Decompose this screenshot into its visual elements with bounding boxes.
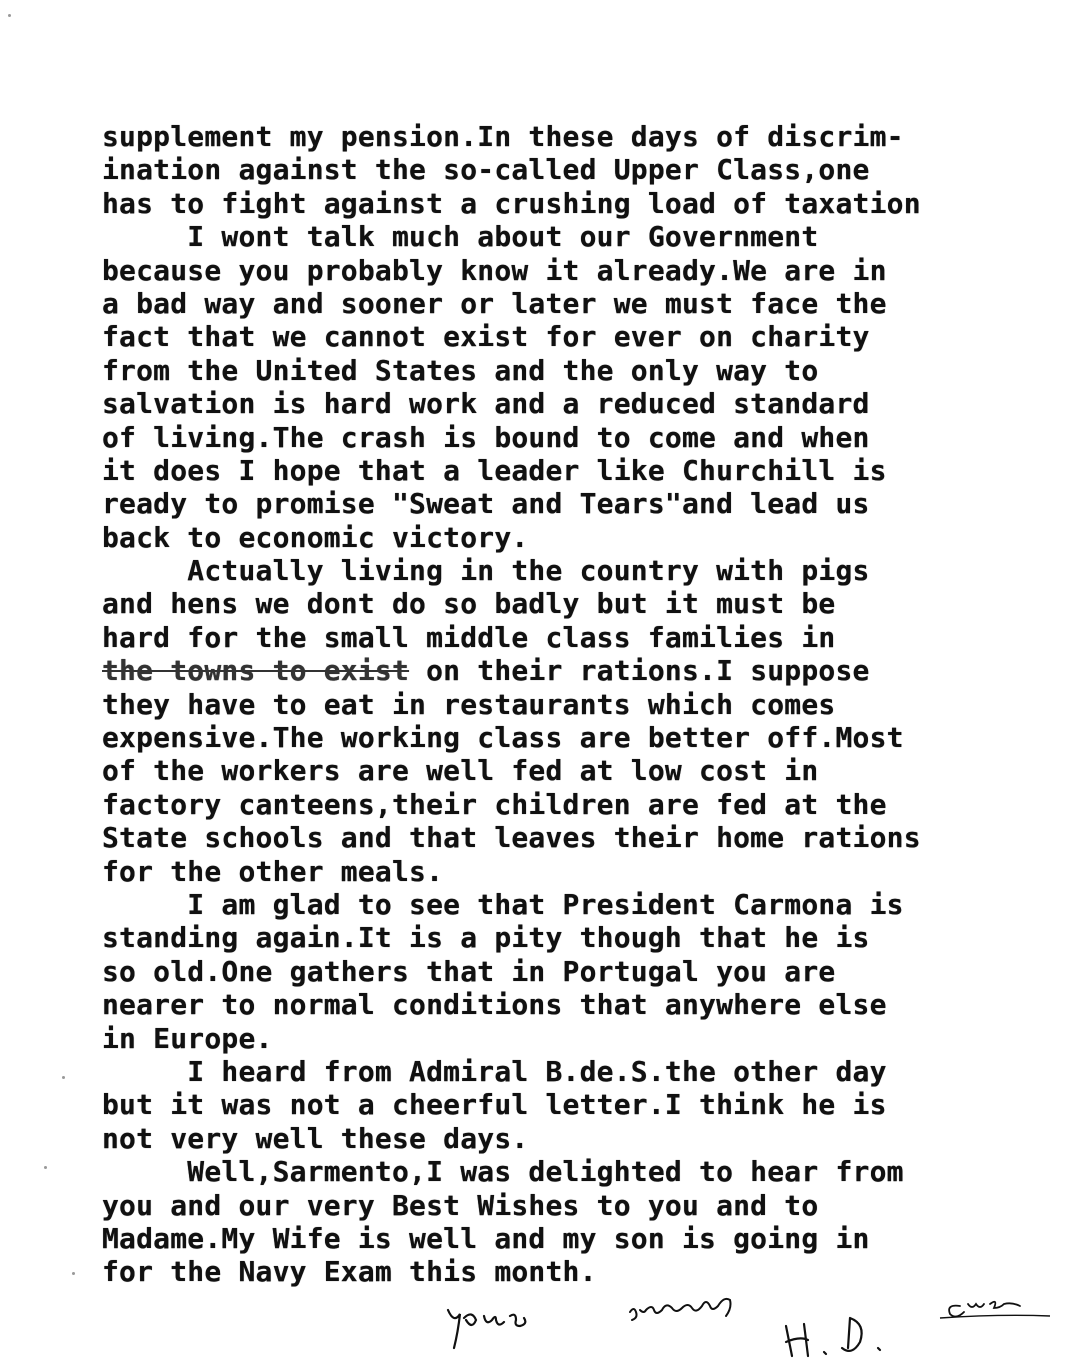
letter-line: a bad way and sooner or later we must face the xyxy=(102,286,887,320)
letter-line: in Europe. xyxy=(102,1021,273,1055)
letter-line: ination against the so-called Upper Class,one xyxy=(102,153,870,187)
letter-line: I wont talk much about our Government xyxy=(102,220,819,254)
letter-line: ready to promise "Sweat and Tears"and lead us xyxy=(102,487,870,521)
letter-line: fact that we cannot exist for ever on charity xyxy=(102,320,870,354)
struck-text: the towns to exist xyxy=(102,654,410,688)
letter-line: for the Navy Exam this month. xyxy=(102,1255,597,1289)
letter-line: I heard from Admiral B.de.S.the other day xyxy=(102,1054,887,1088)
letter-line: and hens we dont do so badly but it must be xyxy=(102,587,836,621)
letter-line: of the workers are well fed at low cost in xyxy=(102,754,819,788)
letter-line: not very well these days. xyxy=(102,1121,529,1155)
letter-line: Actually living in the country with pigs xyxy=(102,554,870,588)
letter-line: for the other meals. xyxy=(102,854,444,888)
letter-line: from the United States and the only way to xyxy=(102,353,819,387)
signature-drawing xyxy=(440,1288,1060,1358)
letter-line: factory canteens,their children are fed at the xyxy=(102,787,887,821)
letter-line: has to fight against a crushing load of taxation xyxy=(102,186,921,220)
letter-line: but it was not a cheerful letter.I think he is xyxy=(102,1088,887,1122)
letter-line: they have to eat in restaurants which comes xyxy=(102,687,836,721)
letter-line: salvation is hard work and a reduced standard xyxy=(102,387,870,421)
handwritten-signature xyxy=(440,1288,1060,1358)
letter-line: expensive.The working class are better off.Most xyxy=(102,721,904,755)
letter-line: so old.One gathers that in Portugal you are xyxy=(102,954,836,988)
letter-line: of living.The crash is bound to come and when xyxy=(102,420,870,454)
letter-line: because you probably know it already.We are in xyxy=(102,253,887,287)
letter-line: you and our very Best Wishes to you and to xyxy=(102,1188,819,1222)
letter-line: supplement my pension.In these days of discrim- xyxy=(102,120,904,153)
letter-line: it does I hope that a leader like Churchill is xyxy=(102,453,887,487)
letter-line: nearer to normal conditions that anywhere else xyxy=(102,988,887,1022)
letter-line-struck: the towns to exist on their rations.I suppose xyxy=(102,654,870,688)
letter-body xyxy=(102,120,1062,1289)
letter-line: hard for the small middle class families in xyxy=(102,620,836,654)
paper-speck xyxy=(8,14,11,17)
letter-line: State schools and that leaves their home rations xyxy=(102,821,921,855)
letter-line: Well,Sarmento,I was delighted to hear from xyxy=(102,1155,904,1189)
letter-line: standing again.It is a pity though that he is xyxy=(102,921,870,955)
letter-line: Madame.My Wife is well and my son is going in xyxy=(102,1221,870,1255)
letter-line: I am glad to see that President Carmona is xyxy=(102,887,904,921)
paper-speck xyxy=(72,1272,75,1275)
letter-line: back to economic victory. xyxy=(102,520,529,554)
paper-speck xyxy=(62,1076,65,1079)
paper-speck xyxy=(44,1166,47,1169)
